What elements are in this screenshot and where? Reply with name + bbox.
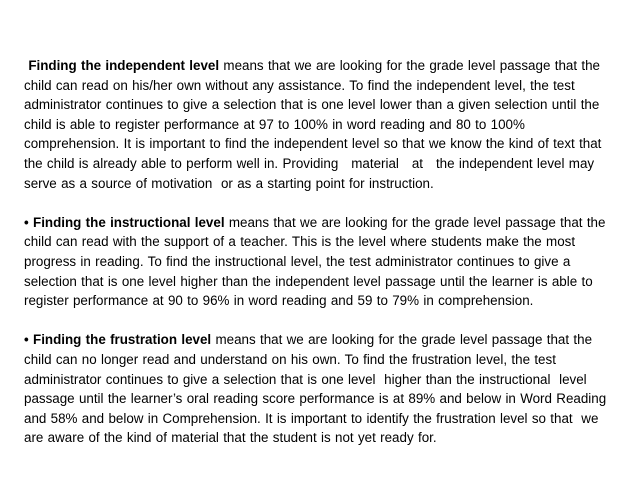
independent-level-term: Finding the independent level: [28, 58, 220, 73]
slide-body: [24, 56, 616, 448]
frustration-level-paragraph: [24, 330, 616, 448]
bullet-prefix: •: [24, 332, 34, 348]
instructional-level-text: means that we are looking for the grade level passage that the child can read with the support of a teacher. This is the level where students make the most progress in reading. To find the instructional level, the test administrator continues to give a selection that is one level higher than the independent level passage until the learner is able to register performance at 90 to 96% in word reading and 59 to 79% in comprehension.: [24, 214, 610, 309]
frustration-level-text: means that we are looking for the grade level passage that the child can no longer read and understand on his own. To find the frustration level, the test administrator continues to give a selection that is one level higher than the instructional level passage until the learner’s oral reading score performance is at 89% and below in Word Reading and 58% and below in Comprehension. It is important to identify the frustration level so that we are aware of the kind of material that the student is not yet ready for.: [24, 332, 611, 446]
independent-level-text: means that we are looking for the grade level passage that the child can read on his/her own without any assistance. To find the independent level, the test administrator continues to give a selection that is one level lower than a given selection until the child is able to register performance at 97 to 100% in word reading and 80 to 100% comprehension. It is important to find the independent level so that we know the kind of text that the child is already able to perform well in. Providing material at the independent level may serve as a source of motivation or as a starting point for instruction.: [24, 58, 606, 191]
independent-level-paragraph: [24, 56, 616, 193]
frustration-level-term: Finding the frustration level: [33, 332, 212, 348]
instructional-level-term: Finding the instructional level: [33, 214, 225, 230]
bullet-prefix: •: [24, 214, 34, 230]
instructional-level-paragraph: [24, 213, 616, 311]
